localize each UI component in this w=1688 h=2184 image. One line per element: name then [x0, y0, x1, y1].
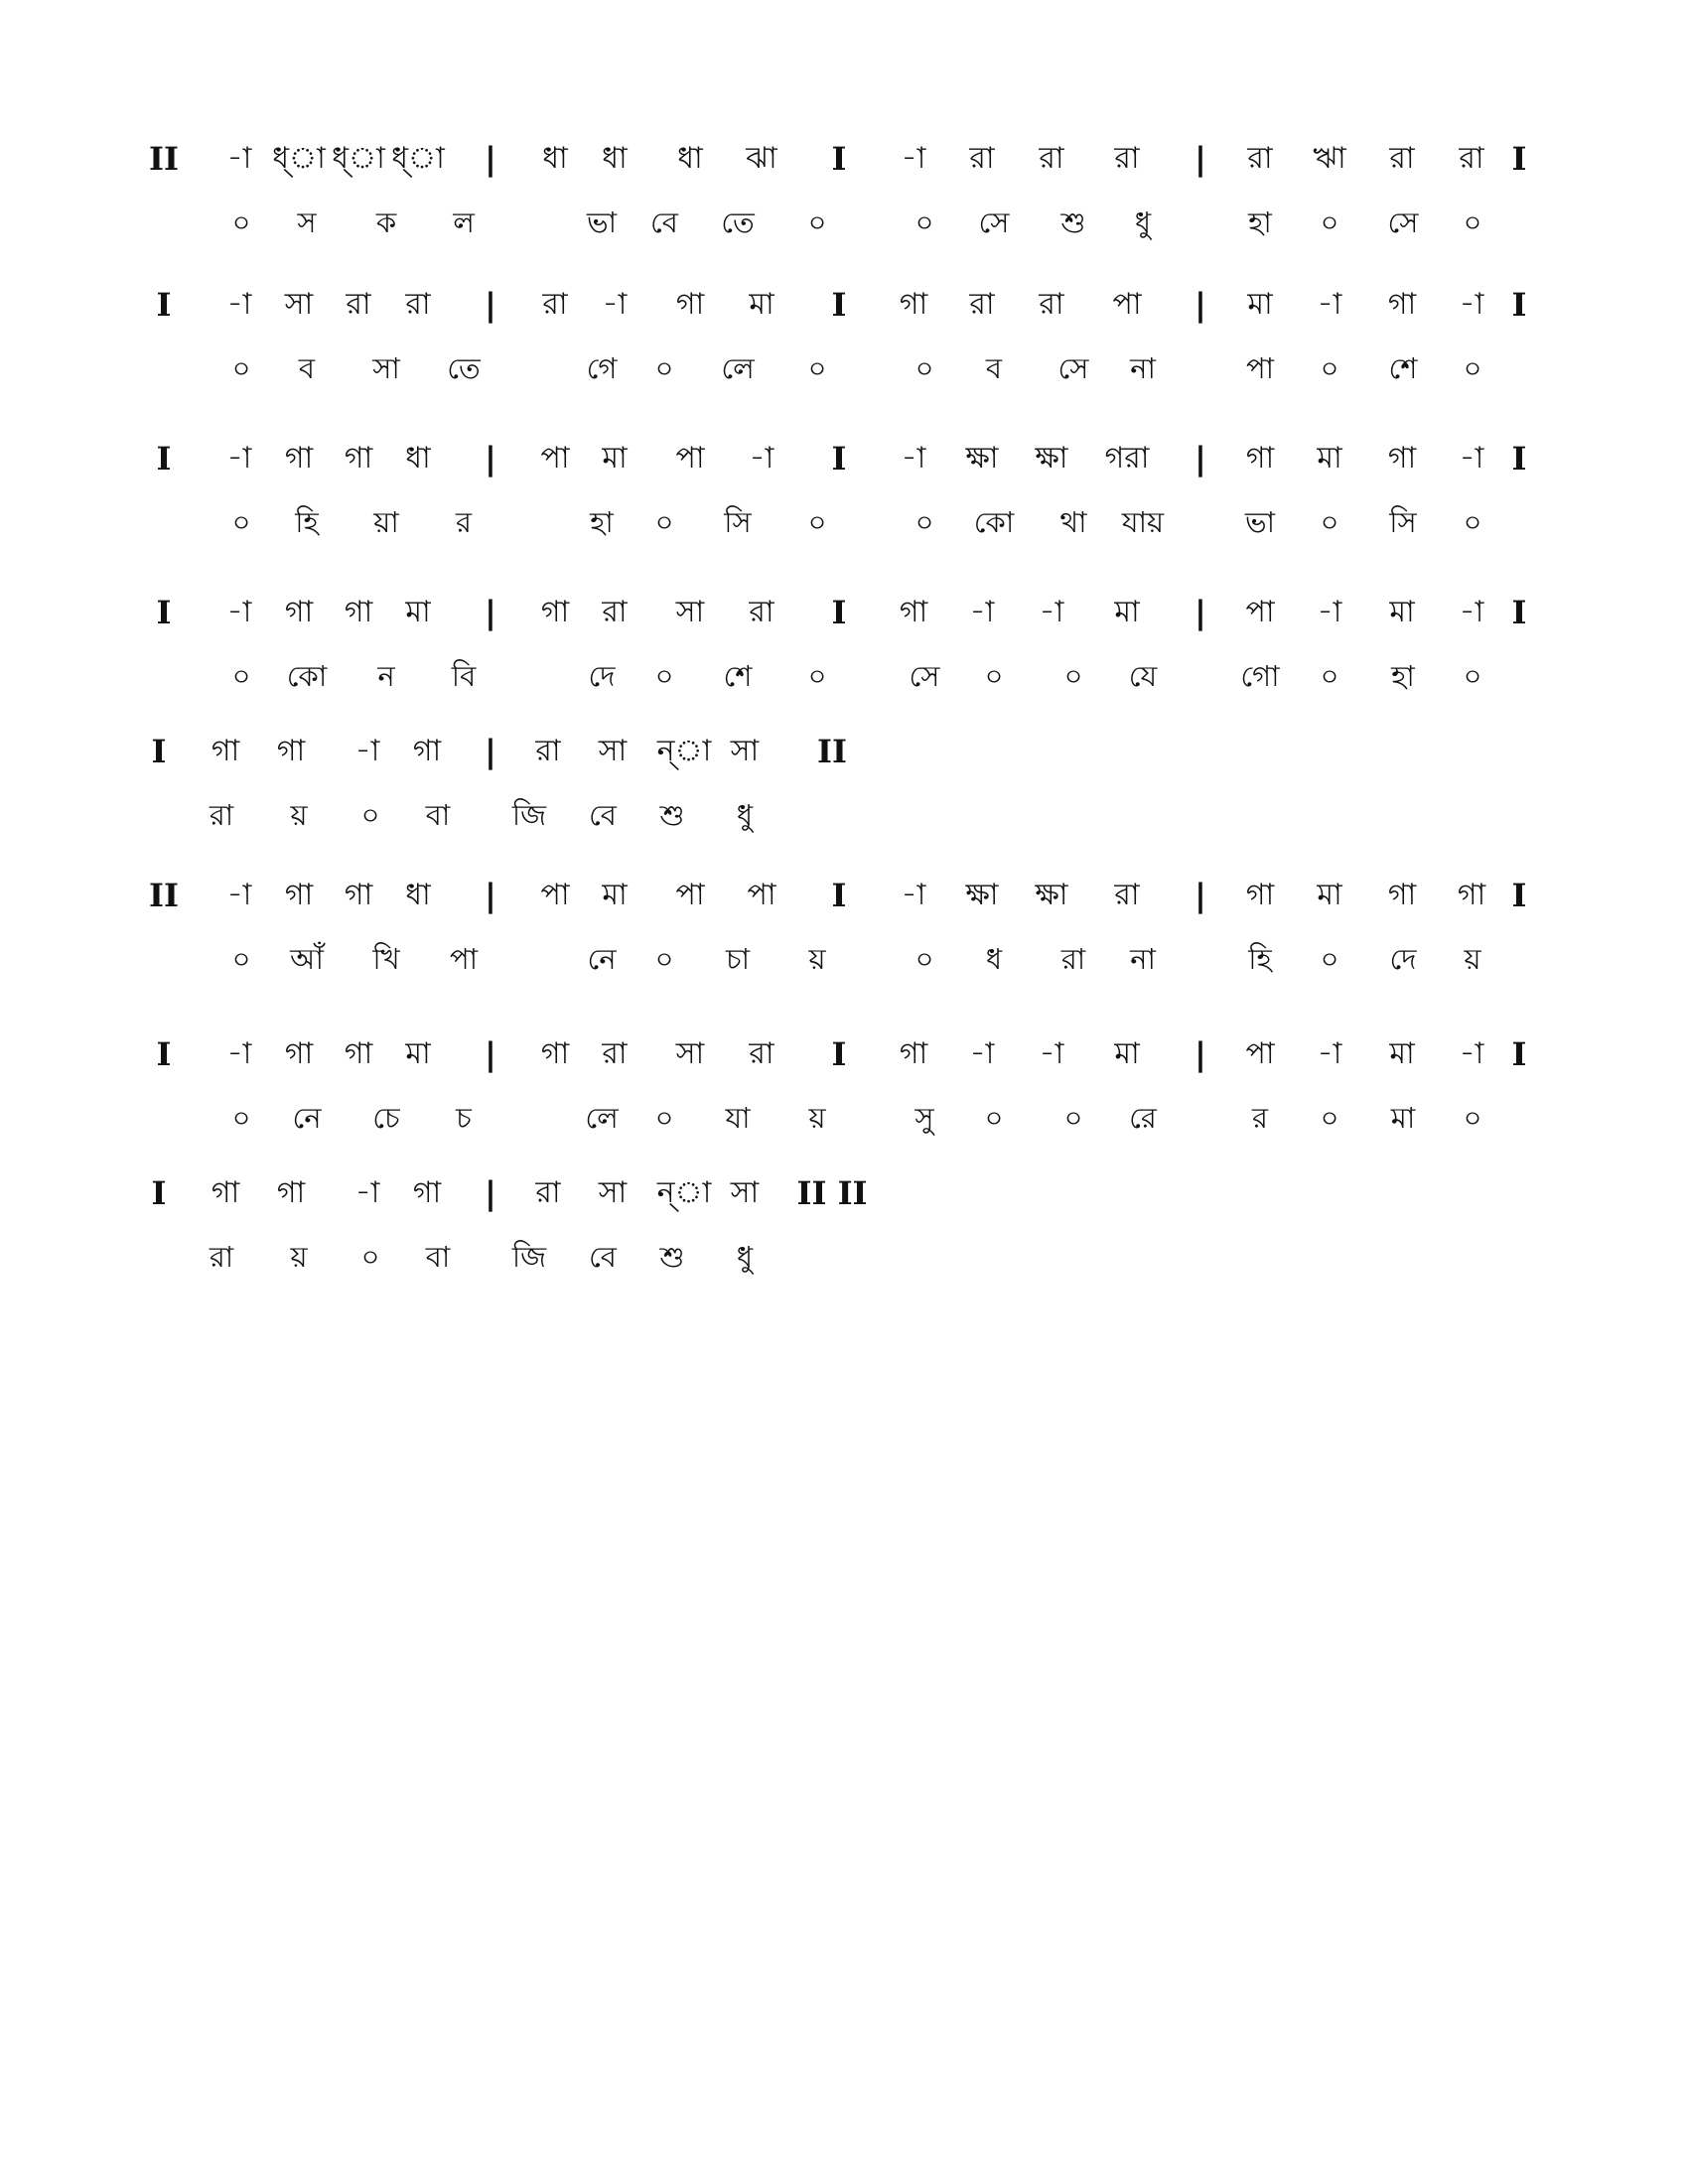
lyric-syllable: ০ — [807, 505, 827, 539]
beat-divider: | — [485, 140, 496, 178]
lyric-syllable: হি — [1248, 942, 1272, 976]
lyric-syllable: সি — [724, 505, 752, 539]
lyric-syllable: ০ — [914, 942, 934, 976]
note-line — [0, 1171, 1688, 1215]
lyric-syllable: ০ — [984, 1101, 1004, 1135]
lyric-syllable: ০ — [231, 505, 251, 539]
note-token: গা — [899, 1036, 928, 1071]
note-token: পা — [1245, 1036, 1275, 1071]
note-token: -া — [1317, 287, 1342, 322]
note-token: গা — [1245, 441, 1275, 476]
lyric-syllable: র — [456, 505, 472, 539]
note-token: -া — [1459, 595, 1484, 629]
lyric-syllable: রা — [209, 798, 234, 832]
note-token: -া — [1039, 595, 1064, 629]
lyric-syllable: ০ — [1063, 1101, 1083, 1135]
note-token: রা — [969, 287, 995, 322]
note-token: রা — [749, 595, 774, 629]
note-token: ঝা — [746, 141, 777, 176]
beat-divider: | — [1195, 440, 1206, 478]
note-token: মা — [749, 287, 774, 322]
note-token: ধা — [405, 878, 431, 912]
bar-marker: I — [151, 1174, 167, 1212]
lyric-syllable: র — [1252, 1101, 1268, 1135]
lyric-syllable: বে — [589, 1240, 617, 1274]
lyric-syllable: গে — [586, 351, 618, 385]
note-token: গা — [284, 878, 314, 912]
lyric-syllable: বি — [451, 659, 477, 693]
note-token: -া — [1317, 1036, 1342, 1071]
note-token: রা — [749, 1036, 774, 1071]
note-token: ধা — [542, 141, 568, 176]
lyric-syllable: ন — [377, 659, 395, 693]
note-token: ক্ষা — [1035, 441, 1068, 476]
note-token: ধ্া — [332, 141, 385, 176]
note-token: -া — [226, 287, 252, 322]
lyric-syllable: না — [1130, 942, 1156, 976]
beat-divider: | — [485, 594, 496, 631]
note-token: গা — [211, 1175, 240, 1210]
lyric-syllable: যায় — [1121, 505, 1165, 539]
lyric-syllable: সে — [909, 659, 940, 693]
note-token: -া — [1459, 287, 1484, 322]
lyric-syllable: ভা — [1244, 505, 1276, 539]
lyric-syllable: ০ — [654, 942, 674, 976]
lyric-syllable: চ — [456, 1101, 472, 1135]
lyric-syllable: ব — [985, 351, 1003, 385]
note-token: -া — [226, 141, 252, 176]
lyric-syllable: ০ — [654, 351, 674, 385]
lyric-syllable: শু — [659, 798, 685, 832]
lyric-syllable: হা — [1391, 659, 1415, 693]
lyric-syllable: ০ — [1320, 659, 1339, 693]
lyric-syllable: ০ — [231, 1101, 251, 1135]
note-token: রা — [969, 141, 995, 176]
lyric-syllable: ০ — [1320, 351, 1339, 385]
lyric-syllable: ব — [298, 351, 316, 385]
lyric-syllable: শু — [659, 1240, 685, 1274]
lyric-syllable: আঁ — [290, 942, 324, 976]
lyric-syllable: খি — [372, 942, 400, 976]
note-token: পা — [675, 441, 705, 476]
note-token: মা — [405, 595, 431, 629]
bar-marker: I — [1511, 1035, 1527, 1073]
lyric-syllable: কো — [286, 659, 328, 693]
note-token: গা — [344, 878, 373, 912]
bar-marker: I — [831, 440, 847, 478]
lyric-syllable: থা — [1059, 505, 1087, 539]
lyric-syllable: হা — [590, 505, 614, 539]
note-token: গা — [540, 595, 570, 629]
note-token: গা — [540, 1036, 570, 1071]
lyric-syllable: রে — [1129, 1101, 1157, 1135]
note-token: -া — [226, 1036, 252, 1071]
lyric-syllable: ধু — [736, 798, 754, 832]
note-token: সা — [730, 734, 760, 768]
note-token: ধ্া — [272, 141, 326, 176]
note-line — [0, 437, 1688, 480]
note-token: রা — [535, 734, 561, 768]
lyric-syllable: নে — [292, 1101, 322, 1135]
lyric-syllable: ০ — [1320, 1101, 1339, 1135]
lyric-syllable: ০ — [1063, 659, 1083, 693]
lyric-syllable: চে — [372, 1101, 400, 1135]
lyric-syllable: ০ — [914, 205, 934, 239]
lyric-syllable: হা — [1248, 205, 1272, 239]
bar-marker: I — [1511, 286, 1527, 324]
note-token: -া — [901, 878, 926, 912]
beat-divider: | — [485, 877, 496, 914]
lyric-syllable: য় — [808, 942, 826, 976]
note-token: মা — [1317, 878, 1342, 912]
lyric-syllable: বে — [650, 205, 678, 239]
note-token: সা — [675, 1036, 705, 1071]
note-token: রা — [602, 595, 628, 629]
bar-marker: I — [1511, 140, 1527, 178]
note-token: সা — [284, 287, 314, 322]
note-token: গা — [1387, 441, 1417, 476]
beat-divider: | — [1195, 594, 1206, 631]
note-token: মা — [602, 441, 628, 476]
note-token: মা — [405, 1036, 431, 1071]
note-token: -া — [969, 1036, 995, 1071]
lyric-syllable: বে — [589, 798, 617, 832]
lyric-syllable: ০ — [807, 205, 827, 239]
lyric-syllable: জি — [511, 798, 547, 832]
lyric-syllable: জি — [511, 1240, 547, 1274]
lyric-syllable: পা — [449, 942, 479, 976]
note-token: সা — [730, 1175, 760, 1210]
lyric-syllable: সে — [978, 205, 1010, 239]
note-token: -া — [901, 141, 926, 176]
lyric-syllable: যা — [725, 1101, 751, 1135]
bar-marker: I — [831, 877, 847, 914]
note-token: -া — [354, 734, 380, 768]
note-token: গা — [284, 595, 314, 629]
lyric-syllable: চা — [725, 942, 751, 976]
note-token: গরা — [1104, 441, 1150, 476]
lyric-syllable: স — [297, 205, 317, 239]
bar-marker: I — [831, 140, 847, 178]
lyric-line — [0, 1096, 1688, 1140]
note-token: রা — [1039, 287, 1064, 322]
note-token: -া — [226, 595, 252, 629]
lyric-syllable: সে — [1387, 205, 1419, 239]
note-token: গা — [344, 595, 373, 629]
lyric-syllable: লে — [585, 1101, 619, 1135]
lyric-syllable: দে — [588, 659, 616, 693]
note-token: -া — [1459, 441, 1484, 476]
note-token: মা — [1247, 287, 1273, 322]
beat-divider: | — [1195, 140, 1206, 178]
lyric-syllable: ০ — [1320, 505, 1339, 539]
lyric-line — [0, 937, 1688, 981]
lyric-syllable: দে — [1389, 942, 1417, 976]
note-line — [0, 283, 1688, 327]
bar-marker: I — [156, 594, 172, 631]
lyric-syllable: ০ — [231, 205, 251, 239]
note-token: গা — [412, 734, 442, 768]
note-token: গা — [1387, 878, 1417, 912]
note-token: গা — [899, 287, 928, 322]
note-token: রা — [1389, 141, 1415, 176]
lyric-syllable: লে — [721, 351, 755, 385]
beat-divider: | — [1195, 877, 1206, 914]
note-token: রা — [1114, 141, 1140, 176]
lyric-syllable: ০ — [231, 942, 251, 976]
bar-marker: II II — [796, 1174, 868, 1212]
lyric-syllable: ০ — [1463, 205, 1482, 239]
lyric-syllable: ০ — [654, 505, 674, 539]
lyric-syllable: ধু — [1134, 205, 1152, 239]
note-token: গা — [276, 734, 306, 768]
note-token: রা — [602, 1036, 628, 1071]
lyric-syllable: ০ — [914, 505, 934, 539]
lyric-syllable: তে — [721, 205, 755, 239]
lyric-line — [0, 793, 1688, 837]
note-token: -া — [749, 441, 774, 476]
note-token: -া — [1317, 595, 1342, 629]
note-token: গা — [344, 1036, 373, 1071]
note-token: রা — [346, 287, 371, 322]
lyric-syllable: ধ — [985, 942, 1003, 976]
lyric-syllable: পা — [1245, 351, 1275, 385]
bar-marker: I — [156, 1035, 172, 1073]
note-token: ধা — [405, 441, 431, 476]
note-token: -া — [602, 287, 628, 322]
note-token: ক্ষা — [1035, 878, 1068, 912]
note-token: পা — [540, 878, 570, 912]
lyric-syllable: রা — [209, 1240, 234, 1274]
bar-marker: I — [1511, 440, 1527, 478]
note-token: -া — [354, 1175, 380, 1210]
note-token: রা — [1459, 141, 1484, 176]
lyric-syllable: বা — [425, 1240, 451, 1274]
lyric-syllable: ০ — [231, 351, 251, 385]
lyric-syllable: মা — [1390, 1101, 1416, 1135]
lyric-syllable: ০ — [807, 659, 827, 693]
beat-divider: | — [485, 286, 496, 324]
lyric-syllable: ০ — [984, 659, 1004, 693]
note-token: গা — [675, 287, 705, 322]
lyric-syllable: ০ — [1463, 1101, 1482, 1135]
note-token: গা — [412, 1175, 442, 1210]
note-token: গা — [1245, 878, 1275, 912]
note-token: সা — [675, 595, 705, 629]
lyric-syllable: কো — [973, 505, 1015, 539]
note-token: ধ্া — [391, 141, 445, 176]
note-line — [0, 1032, 1688, 1076]
bar-marker: I — [831, 286, 847, 324]
lyric-syllable: ল — [453, 205, 475, 239]
lyric-line — [0, 1235, 1688, 1279]
lyric-syllable: বা — [425, 798, 451, 832]
lyric-syllable: সু — [914, 1101, 934, 1135]
lyric-syllable: না — [1130, 351, 1156, 385]
note-token: মা — [602, 878, 628, 912]
bar-marker: I — [156, 286, 172, 324]
note-token: রা — [405, 287, 431, 322]
note-token: ক্ষা — [965, 441, 999, 476]
lyric-syllable: য় — [290, 1240, 308, 1274]
note-token: সা — [598, 734, 628, 768]
lyric-syllable: য় — [1464, 942, 1481, 976]
note-token: ন্া — [656, 1175, 712, 1210]
note-token: -া — [226, 878, 252, 912]
bar-marker: II — [149, 140, 179, 178]
lyric-syllable: গো — [1240, 659, 1280, 693]
note-token: গা — [1457, 878, 1486, 912]
note-token: -া — [1459, 1036, 1484, 1071]
lyric-syllable: হি — [295, 505, 319, 539]
note-token: মা — [1114, 1036, 1140, 1071]
note-token: রা — [1114, 878, 1140, 912]
lyric-syllable: য় — [808, 1101, 826, 1135]
lyric-syllable: ০ — [654, 659, 674, 693]
lyric-line — [0, 500, 1688, 544]
beat-divider: | — [485, 1174, 496, 1212]
note-token: ঋা — [1313, 141, 1346, 176]
lyric-syllable: নে — [587, 942, 617, 976]
lyric-syllable: সে — [1057, 351, 1089, 385]
lyric-syllable: ক — [375, 205, 397, 239]
lyric-syllable: ০ — [1463, 505, 1482, 539]
note-token: ক্ষা — [965, 878, 999, 912]
lyric-syllable: ০ — [231, 659, 251, 693]
bar-marker: I — [1511, 594, 1527, 631]
lyric-syllable: শে — [1388, 351, 1418, 385]
lyric-syllable: য় — [290, 798, 308, 832]
note-token: রা — [535, 1175, 561, 1210]
note-token: সা — [598, 1175, 628, 1210]
note-token: ধা — [602, 141, 628, 176]
note-token: ধা — [677, 141, 703, 176]
note-token: পা — [1245, 595, 1275, 629]
note-token: গা — [1387, 287, 1417, 322]
note-token: -া — [969, 595, 995, 629]
note-token: গা — [284, 441, 314, 476]
note-token: মা — [1389, 595, 1415, 629]
bar-marker: II — [817, 733, 847, 770]
bar-marker: II — [149, 877, 179, 914]
lyric-syllable: য়া — [373, 505, 399, 539]
bar-marker: I — [831, 1035, 847, 1073]
note-token: পা — [747, 878, 776, 912]
bar-marker: I — [156, 440, 172, 478]
bar-marker: I — [151, 733, 167, 770]
bar-marker: I — [1511, 877, 1527, 914]
note-token: গা — [284, 1036, 314, 1071]
note-token: পা — [675, 878, 705, 912]
lyric-syllable: ০ — [360, 798, 380, 832]
note-token: ন্া — [656, 734, 712, 768]
beat-divider: | — [485, 733, 496, 770]
lyric-syllable: ০ — [1320, 942, 1339, 976]
note-token: পা — [1112, 287, 1142, 322]
bar-marker: I — [831, 594, 847, 631]
note-token: -া — [1039, 1036, 1064, 1071]
lyric-syllable: ০ — [360, 1240, 380, 1274]
note-token: গা — [276, 1175, 306, 1210]
note-line — [0, 730, 1688, 773]
lyric-line — [0, 201, 1688, 244]
lyric-syllable: ভা — [586, 205, 618, 239]
lyric-syllable: শু — [1060, 205, 1086, 239]
note-token: পা — [540, 441, 570, 476]
beat-divider: | — [485, 440, 496, 478]
note-token: মা — [1317, 441, 1342, 476]
note-token: গা — [899, 595, 928, 629]
note-token: -া — [901, 441, 926, 476]
note-line — [0, 137, 1688, 181]
beat-divider: | — [485, 1035, 496, 1073]
lyric-syllable: তে — [447, 351, 481, 385]
lyric-syllable: সা — [372, 351, 400, 385]
note-token: রা — [542, 287, 568, 322]
note-token: রা — [1039, 141, 1064, 176]
lyric-syllable: ধু — [736, 1240, 754, 1274]
note-token: মা — [1389, 1036, 1415, 1071]
beat-divider: | — [1195, 1035, 1206, 1073]
note-token: মা — [1114, 595, 1140, 629]
lyric-syllable: সি — [1389, 505, 1417, 539]
lyric-line — [0, 654, 1688, 698]
note-line — [0, 591, 1688, 634]
note-token: গা — [344, 441, 373, 476]
lyric-syllable: ০ — [654, 1101, 674, 1135]
note-token: রা — [1247, 141, 1273, 176]
lyric-syllable: ০ — [914, 351, 934, 385]
lyric-syllable: ০ — [1463, 659, 1482, 693]
note-token: -া — [226, 441, 252, 476]
lyric-syllable: ০ — [1463, 351, 1482, 385]
lyric-syllable: যে — [1128, 659, 1158, 693]
lyric-syllable: রা — [1060, 942, 1086, 976]
lyric-line — [0, 346, 1688, 390]
note-token: গা — [211, 734, 240, 768]
lyric-syllable: ০ — [807, 351, 827, 385]
lyric-syllable: শে — [723, 659, 753, 693]
note-line — [0, 874, 1688, 917]
beat-divider: | — [1195, 286, 1206, 324]
lyric-syllable: ০ — [1320, 205, 1339, 239]
